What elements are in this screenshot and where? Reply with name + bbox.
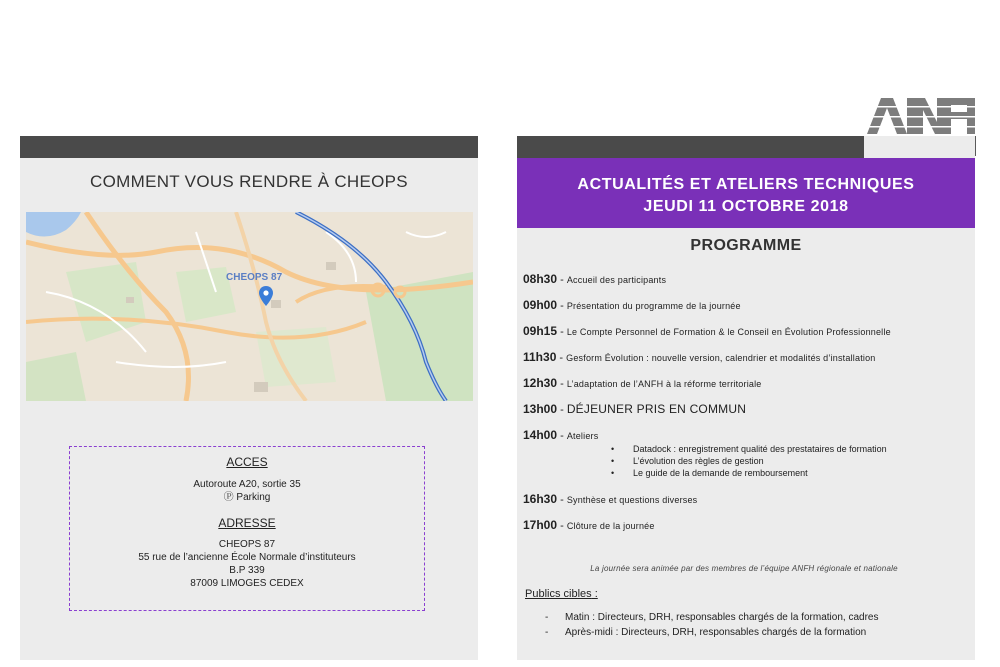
- atelier-item: • Le guide de la demande de remboursement: [611, 468, 808, 478]
- schedule-time: 11h30: [523, 350, 557, 364]
- schedule-row: 12h30 - L’adaptation de l’ANFH à la réforme territoriale: [523, 376, 762, 390]
- map-place-label: CHEOPS 87: [226, 272, 283, 283]
- schedule-row: 13h00 - DÉJEUNER PRIS EN COMMUN: [523, 402, 747, 416]
- parking-line: Ⓟ Parking: [223, 492, 271, 503]
- adresse-line: CHEOPS 87: [218, 539, 276, 550]
- facilitators-note: La journée sera animée par des membres de l’équipe ANFH régionale et nationale: [590, 564, 898, 573]
- event-title: ACTUALITÉS ET ATELIERS TECHNIQUES: [577, 176, 915, 193]
- adresse-line: 55 rue de l’ancienne École Normale d’instituteurs: [138, 552, 356, 563]
- target-audience-title: Publics cibles :: [525, 588, 598, 600]
- location-map[interactable]: [26, 212, 473, 401]
- programme-title: PROGRAMME: [690, 237, 802, 254]
- access-panel: [20, 136, 478, 660]
- schedule-time: 14h00: [523, 428, 558, 442]
- event-title-band: [517, 158, 975, 228]
- schedule-row: 11h30 - Gesform Évolution : nouvelle version, calendrier et modalités d’installation: [523, 350, 876, 364]
- schedule-label: Clôture de la journée: [566, 521, 655, 531]
- map-graphic: [26, 212, 473, 401]
- panel-top-bar: [20, 136, 478, 158]
- schedule-label: DÉJEUNER PRIS EN COMMUN: [566, 402, 747, 416]
- anfh-logo-mark: [867, 96, 975, 134]
- acces-heading: ACCES: [226, 455, 268, 469]
- schedule-time: 16h30: [523, 492, 558, 506]
- schedule-label: Présentation du programme de la journée: [566, 301, 741, 311]
- audience-item: - Matin : Directeurs, DRH, responsables chargés de la formation, cadres: [545, 612, 879, 623]
- schedule-time: 17h00: [523, 518, 558, 532]
- audience-text: Après-midi : Directeurs, DRH, responsables chargés de la formation: [565, 627, 867, 638]
- schedule-label: L’adaptation de l’ANFH à la réforme territoriale: [566, 379, 762, 389]
- schedule-row: 17h00 - Clôture de la journée: [523, 518, 655, 532]
- acces-line: Autoroute A20, sortie 35: [193, 479, 301, 490]
- schedule-row: 16h30 - Synthèse et questions diverses: [523, 492, 698, 506]
- adresse-line: B.P 339: [229, 565, 265, 576]
- schedule-label: Le Compte Personnel de Formation & le Conseil en Évolution Professionnelle: [566, 327, 891, 337]
- map-pin-icon[interactable]: [259, 286, 273, 306]
- audience-item: - Après-midi : Directeurs, DRH, responsables chargés de la formation: [545, 627, 867, 638]
- panel-top-bar: [517, 136, 864, 158]
- adresse-line: 87009 LIMOGES CEDEX: [190, 578, 304, 589]
- address-box: [69, 446, 425, 611]
- schedule-row: 09h15 - Le Compte Personnel de Formation & le Conseil en Évolution Professionnelle: [523, 324, 891, 338]
- schedule-row: 09h00 - Présentation du programme de la journée: [523, 298, 741, 312]
- schedule-time: 13h00: [523, 402, 558, 416]
- access-title: COMMENT VOUS RENDRE À CHEOPS: [90, 172, 408, 191]
- schedule-time: 12h30: [523, 376, 558, 390]
- atelier-item: • L’évolution des règles de gestion: [611, 456, 764, 466]
- event-date: JEUDI 11 OCTOBRE 2018: [643, 198, 849, 215]
- atelier-label: Le guide de la demande de remboursement: [633, 468, 808, 478]
- schedule-time: 09h00: [523, 298, 558, 312]
- schedule-label: Synthèse et questions diverses: [566, 495, 698, 505]
- schedule-time: 08h30: [523, 272, 558, 286]
- atelier-item: • Datadock : enregistrement qualité des prestataires de formation: [611, 444, 887, 454]
- schedule-row: 08h30 - Accueil des participants: [523, 272, 667, 286]
- public-title-text: Publics cibles: [525, 588, 592, 600]
- programme-panel: [517, 136, 975, 660]
- audience-text: Matin : Directeurs, DRH, responsables chargés de la formation, cadres: [565, 612, 879, 623]
- schedule-label: Accueil des participants: [566, 275, 667, 285]
- schedule-label: Gesform Évolution : nouvelle version, calendrier et modalités d’installation: [566, 353, 876, 363]
- adresse-heading: ADRESSE: [218, 516, 276, 530]
- logo-text: ANFH: [921, 122, 924, 123]
- atelier-label: Datadock : enregistrement qualité des prestataires de formation: [633, 444, 887, 454]
- schedule-row: 14h00 - Ateliers: [523, 428, 599, 442]
- schedule-time: 09h15: [523, 324, 558, 338]
- atelier-label: L’évolution des règles de gestion: [633, 456, 764, 466]
- schedule-label: Ateliers: [566, 431, 599, 441]
